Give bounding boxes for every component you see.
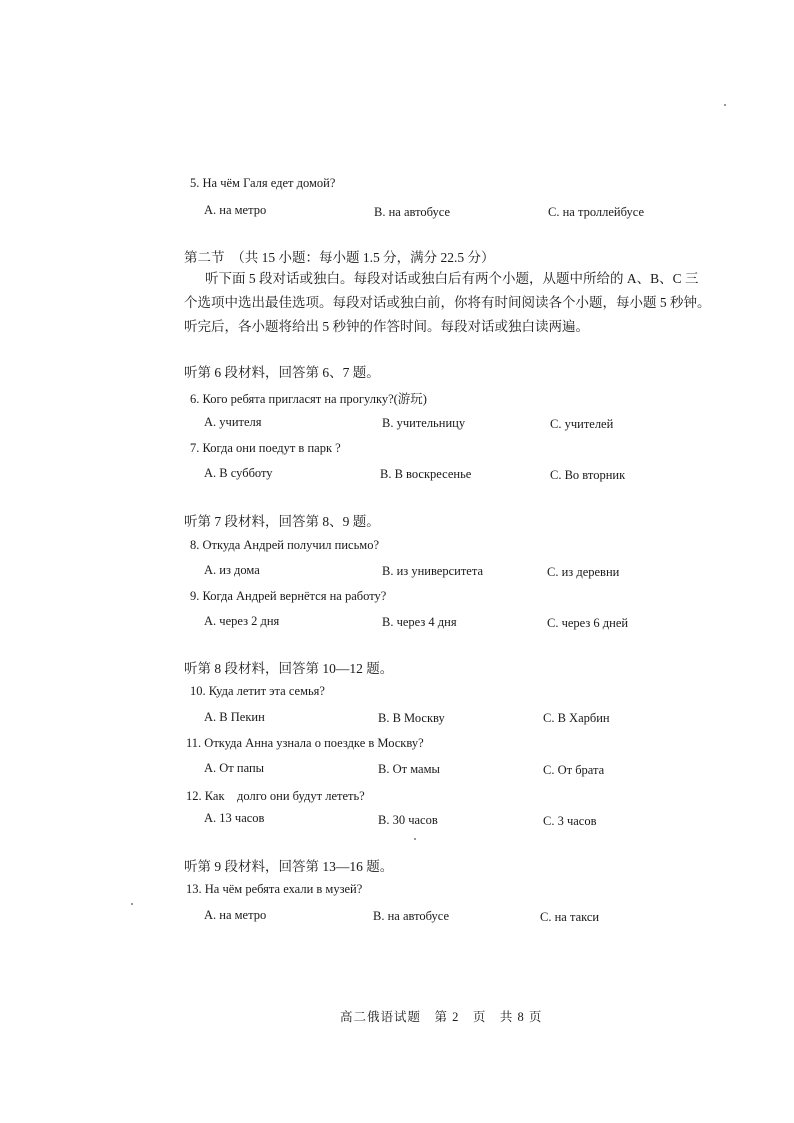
question-5: 5. На чём Галя едет домой? — [190, 176, 336, 190]
instruction-line-2: 个选项中选出最佳选项。每段对话或独白前，你将有时间阅读各个小题，每小题 5 秒钟。 — [184, 295, 711, 310]
question-11-option-b: B. От мамы — [378, 762, 440, 776]
question-10-option-b: B. В Москву — [378, 711, 445, 725]
question-7: 7. Когда они поедут в парк ? — [190, 441, 341, 455]
question-5-option-a: A. на метро — [204, 203, 267, 217]
question-7-option-a: A. В субботу — [204, 466, 273, 480]
question-12-option-b: B. 30 часов — [378, 813, 438, 827]
group-header-7: 听第 7 段材料，回答第 8、9 题。 — [184, 514, 380, 529]
question-6-option-c: C. учителей — [550, 417, 614, 431]
question-5-option-c: C. на троллейбусе — [548, 205, 644, 219]
question-13-option-a: A. на метро — [204, 908, 267, 922]
question-11-option-a: A. От папы — [204, 761, 265, 775]
question-6-option-b: B. учительницу — [382, 416, 466, 430]
group-header-6: 听第 6 段材料，回答第 6、7 题。 — [184, 365, 380, 380]
section-2-heading: 第二节 （共 15 小题：每小题 1.5 分，满分 22.5 分） — [184, 250, 495, 265]
question-10: 10. Куда летит эта семья? — [190, 684, 325, 698]
group-header-8: 听第 8 段材料，回答第 10—12 题。 — [184, 661, 394, 676]
question-12-option-c: C. 3 часов — [543, 814, 597, 828]
question-8: 8. Откуда Андрей получил письмо? — [190, 538, 380, 552]
instruction-line-3: 听完后，各小题将给出 5 秒钟的作答时间。每段对话或独白读两遍。 — [184, 319, 589, 334]
question-7-option-c: C. Во вторник — [550, 468, 626, 482]
question-9-option-a: A. через 2 дня — [204, 614, 280, 628]
instruction-line-1: 听下面 5 段对话或独白。每段对话或独白后有两个小题，从题中所给的 A、B、C 三 — [205, 271, 699, 286]
question-9: 9. Когда Андрей вернётся на работу? — [190, 589, 387, 603]
question-12-option-a: A. 13 часов — [204, 811, 265, 825]
scan-speck — [724, 104, 726, 106]
question-7-option-b: B. В воскресенье — [380, 467, 472, 481]
question-11-option-c: C. От брата — [543, 763, 605, 777]
question-8-option-c: C. из деревни — [547, 565, 620, 579]
question-8-option-a: A. из дома — [204, 563, 260, 577]
question-13-option-c: C. на такси — [540, 910, 600, 924]
question-12: 12. Как долго они будут лететь? — [186, 789, 365, 803]
question-11: 11. Откуда Анна узнала о поездке в Москву? — [186, 736, 424, 750]
group-header-9: 听第 9 段材料，回答第 13—16 题。 — [184, 859, 394, 874]
question-10-option-a: A. В Пекин — [204, 710, 265, 724]
question-8-option-b: B. из университета — [382, 564, 484, 578]
page-footer: 高二俄语试题 第 2 页 共 8 页 — [340, 1010, 543, 1024]
question-10-option-c: C. В Харбин — [543, 711, 610, 725]
scan-speck — [131, 903, 133, 905]
question-5-option-b: B. на автобусе — [374, 205, 451, 219]
question-13: 13. На чём ребята ехали в музей? — [186, 882, 363, 896]
question-9-option-b: B. через 4 дня — [382, 615, 457, 629]
question-13-option-b: B. на автобусе — [373, 909, 450, 923]
question-9-option-c: C. через 6 дней — [547, 616, 629, 630]
question-6: 6. Кого ребята пригласят на прогулку?(游玩) — [190, 392, 427, 406]
scan-speck — [414, 838, 416, 840]
question-6-option-a: A. учителя — [204, 415, 262, 429]
